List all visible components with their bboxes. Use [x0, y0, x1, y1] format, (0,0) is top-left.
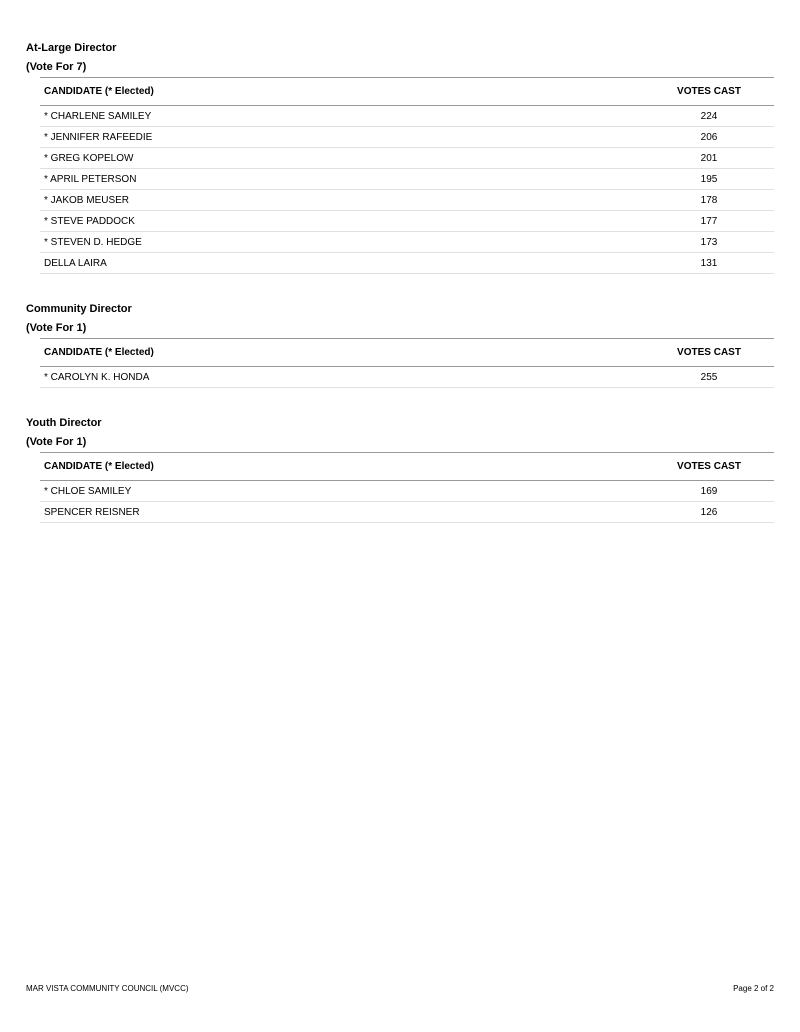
candidate-column-header: CANDIDATE (* Elected)	[40, 339, 644, 367]
race-title: Community Director	[26, 303, 132, 315]
candidate-name: DELLA LAIRA	[40, 253, 644, 274]
candidate-name: * STEVE PADDOCK	[40, 211, 644, 232]
votes-cast: 131	[644, 253, 774, 274]
votes-cast: 126	[644, 502, 774, 523]
candidate-name: * STEVEN D. HEDGE	[40, 232, 644, 253]
table-row	[40, 190, 774, 211]
results-table	[40, 452, 774, 523]
votes-cast: 224	[644, 106, 774, 127]
results-table	[40, 77, 774, 274]
candidate-name: * CAROLYN K. HONDA	[40, 367, 644, 388]
table-row	[40, 481, 774, 502]
candidate-column-header: CANDIDATE (* Elected)	[40, 453, 644, 481]
votes-cast: 255	[644, 367, 774, 388]
results-table	[40, 338, 774, 388]
candidate-name: * APRIL PETERSON	[40, 169, 644, 190]
candidate-name: * JAKOB MEUSER	[40, 190, 644, 211]
table-row	[40, 232, 774, 253]
candidate-name: * CHLOE SAMILEY	[40, 481, 644, 502]
footer-organization: MAR VISTA COMMUNITY COUNCIL (MVCC)	[26, 984, 189, 993]
race-title: Youth Director	[26, 417, 102, 429]
race-vote-for: (Vote For 1)	[26, 322, 87, 334]
votes-column-header: VOTES CAST	[644, 453, 774, 481]
votes-cast: 173	[644, 232, 774, 253]
table-header-row	[40, 78, 774, 106]
votes-cast: 178	[644, 190, 774, 211]
race-vote-for: (Vote For 1)	[26, 436, 87, 448]
candidate-column-header: CANDIDATE (* Elected)	[40, 78, 644, 106]
footer-page-number: Page 2 of 2	[733, 984, 774, 993]
votes-cast: 201	[644, 148, 774, 169]
table-row	[40, 127, 774, 148]
votes-column-header: VOTES CAST	[644, 78, 774, 106]
candidate-name: * JENNIFER RAFEEDIE	[40, 127, 644, 148]
votes-cast: 206	[644, 127, 774, 148]
race-at-large-director	[26, 39, 774, 274]
votes-cast: 195	[644, 169, 774, 190]
votes-cast: 177	[644, 211, 774, 232]
table-header-row	[40, 453, 774, 481]
table-header-row	[40, 339, 774, 367]
race-youth-director	[26, 414, 774, 523]
table-row	[40, 253, 774, 274]
table-row	[40, 106, 774, 127]
table-row	[40, 367, 774, 388]
table-row	[40, 211, 774, 232]
table-row	[40, 148, 774, 169]
table-row	[40, 502, 774, 523]
votes-cast: 169	[644, 481, 774, 502]
race-community-director	[26, 300, 774, 388]
candidate-name: SPENCER REISNER	[40, 502, 644, 523]
candidate-name: * GREG KOPELOW	[40, 148, 644, 169]
votes-column-header: VOTES CAST	[644, 339, 774, 367]
race-vote-for: (Vote For 7)	[26, 61, 87, 73]
table-row	[40, 169, 774, 190]
candidate-name: * CHARLENE SAMILEY	[40, 106, 644, 127]
race-title: At-Large Director	[26, 42, 117, 54]
